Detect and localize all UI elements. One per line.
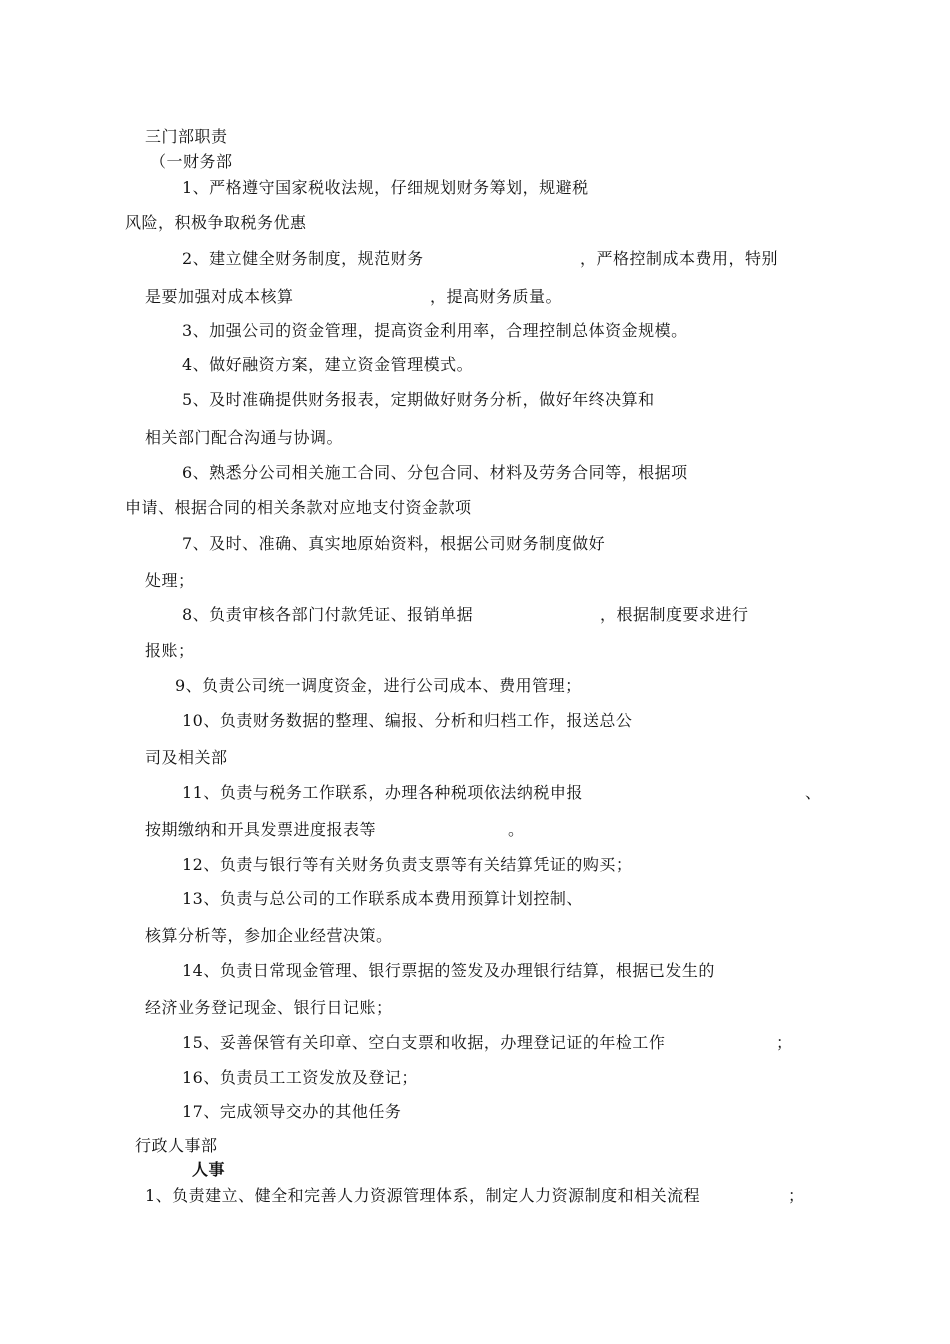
hr-item: ； (788, 1186, 805, 1205)
finance-item: 4、做好融资方案，建立资金管理模式。 (182, 355, 474, 374)
finance-item: 司及相关部 (145, 748, 228, 767)
finance-item: 3、加强公司的资金管理，提高资金利用率，合理控制总体资金规模。 (182, 321, 688, 340)
finance-item: 核算分析等，参加企业经营决策。 (145, 926, 393, 945)
finance-item: 申请、根据合同的相关条款对应地支付资金款项 (125, 498, 472, 517)
finance-item: 13、负责与总公司的工作联系成本费用预算计划控制、 (182, 889, 583, 908)
finance-item: ，根据制度要求进行 (600, 605, 749, 624)
finance-item: 报账； (145, 641, 195, 660)
finance-item: 15、妥善保管有关印章、空白支票和收据，办理登记证的年检工作 (182, 1033, 666, 1052)
finance-item: 8、负责审核各部门付款凭证、报销单据 (182, 605, 474, 624)
finance-item: 经济业务登记现金、银行日记账； (145, 998, 393, 1017)
finance-item: 14、负责日常现金管理、银行票据的签发及办理银行结算，根据已发生的 (182, 961, 715, 980)
finance-item: 7、及时、准确、真实地原始资料，根据公司财务制度做好 (182, 534, 606, 553)
finance-item: 、 (805, 783, 822, 802)
finance-item: 2、建立健全财务制度，规范财务 (182, 249, 424, 268)
finance-item: 17、完成领导交办的其他任务 (182, 1102, 402, 1121)
finance-section-title: （一财务部 (150, 152, 233, 171)
hr-section-title: 行政人事部 (135, 1136, 218, 1155)
finance-item: ； (776, 1033, 793, 1052)
hr-subheading: 人事 (192, 1160, 226, 1179)
finance-item: 处理； (145, 571, 195, 590)
hr-item: 1、负责建立、健全和完善人力资源管理体系，制定人力资源制度和相关流程 (145, 1186, 701, 1205)
finance-item: 按期缴纳和开具发票进度报表等 (145, 820, 377, 839)
finance-item: 风险，积极争取税务优惠 (125, 213, 307, 232)
finance-item: 6、熟悉分公司相关施工合同、分包合同、材料及劳务合同等，根据项 (182, 463, 688, 482)
finance-item: 11、负责与税务工作联系，办理各种税项依法纳税申报 (182, 783, 583, 802)
finance-item: ，提高财务质量。 (430, 287, 563, 306)
finance-item: 相关部门配合沟通与协调。 (145, 428, 344, 447)
finance-item: 是要加强对成本核算 (145, 287, 294, 306)
finance-item: 16、负责员工工资发放及登记； (182, 1068, 418, 1087)
finance-item: 。 (508, 820, 525, 839)
finance-item: ，严格控制成本费用，特别 (580, 249, 779, 268)
finance-item: 10、负责财务数据的整理、编报、分析和归档工作，报送总公 (182, 711, 633, 730)
finance-item: 1、严格遵守国家税收法规，仔细规划财务筹划，规避税 (182, 178, 589, 197)
finance-item: 12、负责与银行等有关财务负责支票等有关结算凭证的购买； (182, 855, 633, 874)
finance-item: 9、负责公司统一调度资金，进行公司成本、费用管理； (175, 676, 582, 695)
document-heading: 三门部职责 (145, 127, 228, 146)
finance-item: 5、及时准确提供财务报表，定期做好财务分析，做好年终决算和 (182, 390, 655, 409)
